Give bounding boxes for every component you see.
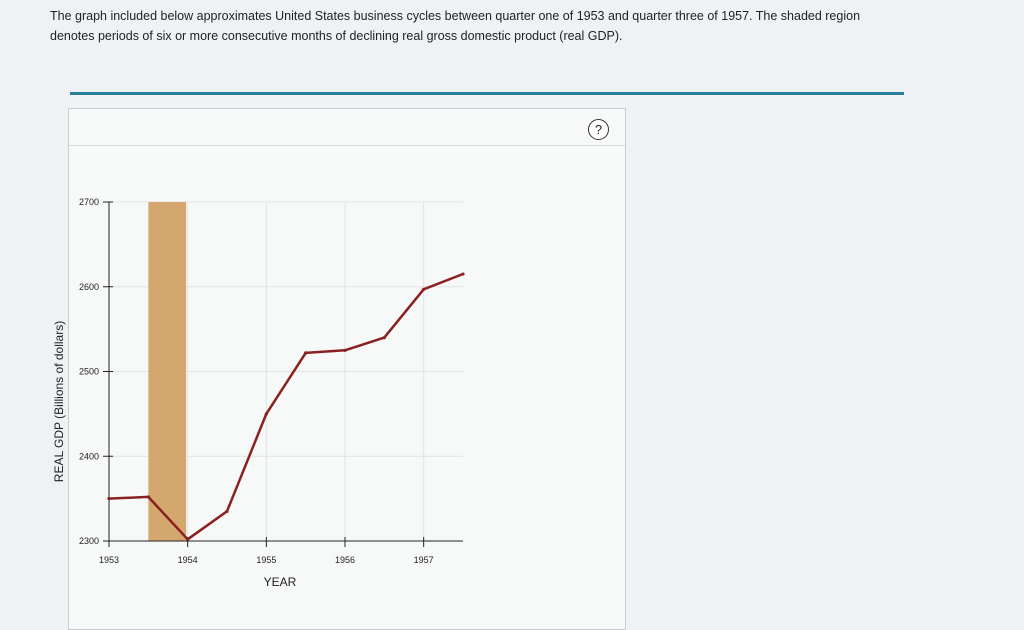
gdp-data-point <box>186 538 189 541</box>
question-line-2: denotes periods of six or more consecutive months of declining real gross domestic product (real GDP). <box>50 29 623 43</box>
y-tick-label: 2700 <box>78 197 99 207</box>
gdp-data-point <box>461 272 464 275</box>
recession-shading <box>148 202 186 541</box>
x-tick-label: 1953 <box>98 555 120 565</box>
y-tick-label: 2500 <box>78 366 99 377</box>
y-tick-label: 2400 <box>78 451 99 462</box>
gdp-data-point <box>304 351 307 354</box>
help-icon[interactable]: ? <box>588 119 609 140</box>
gdp-data-point <box>265 412 268 415</box>
gdp-data-point <box>147 495 150 498</box>
x-axis-title: YEAR <box>263 575 297 589</box>
divider <box>70 92 904 95</box>
x-tick-label: 1957 <box>413 555 434 565</box>
gdp-data-point <box>225 510 228 513</box>
gdp-data-point <box>422 288 425 291</box>
question-text <box>50 6 970 46</box>
graph-panel <box>52 108 626 630</box>
y-axis-title: REAL GDP (Billions of dollars) <box>52 320 66 483</box>
gdp-data-point <box>383 336 386 339</box>
question-line-1: The graph included below approximates United States business cycles between quarter one of 1953 and quarter three of 1957. The shaded region <box>50 9 861 23</box>
gdp-chart <box>52 109 625 608</box>
y-tick-label: 2300 <box>78 536 99 546</box>
x-tick-label: 1954 <box>177 555 198 565</box>
gdp-data-point <box>107 497 110 500</box>
x-tick-label: 1956 <box>334 555 356 565</box>
gdp-data-point <box>343 349 346 352</box>
x-tick-label: 1955 <box>256 555 277 565</box>
y-tick-label: 2600 <box>78 281 99 292</box>
